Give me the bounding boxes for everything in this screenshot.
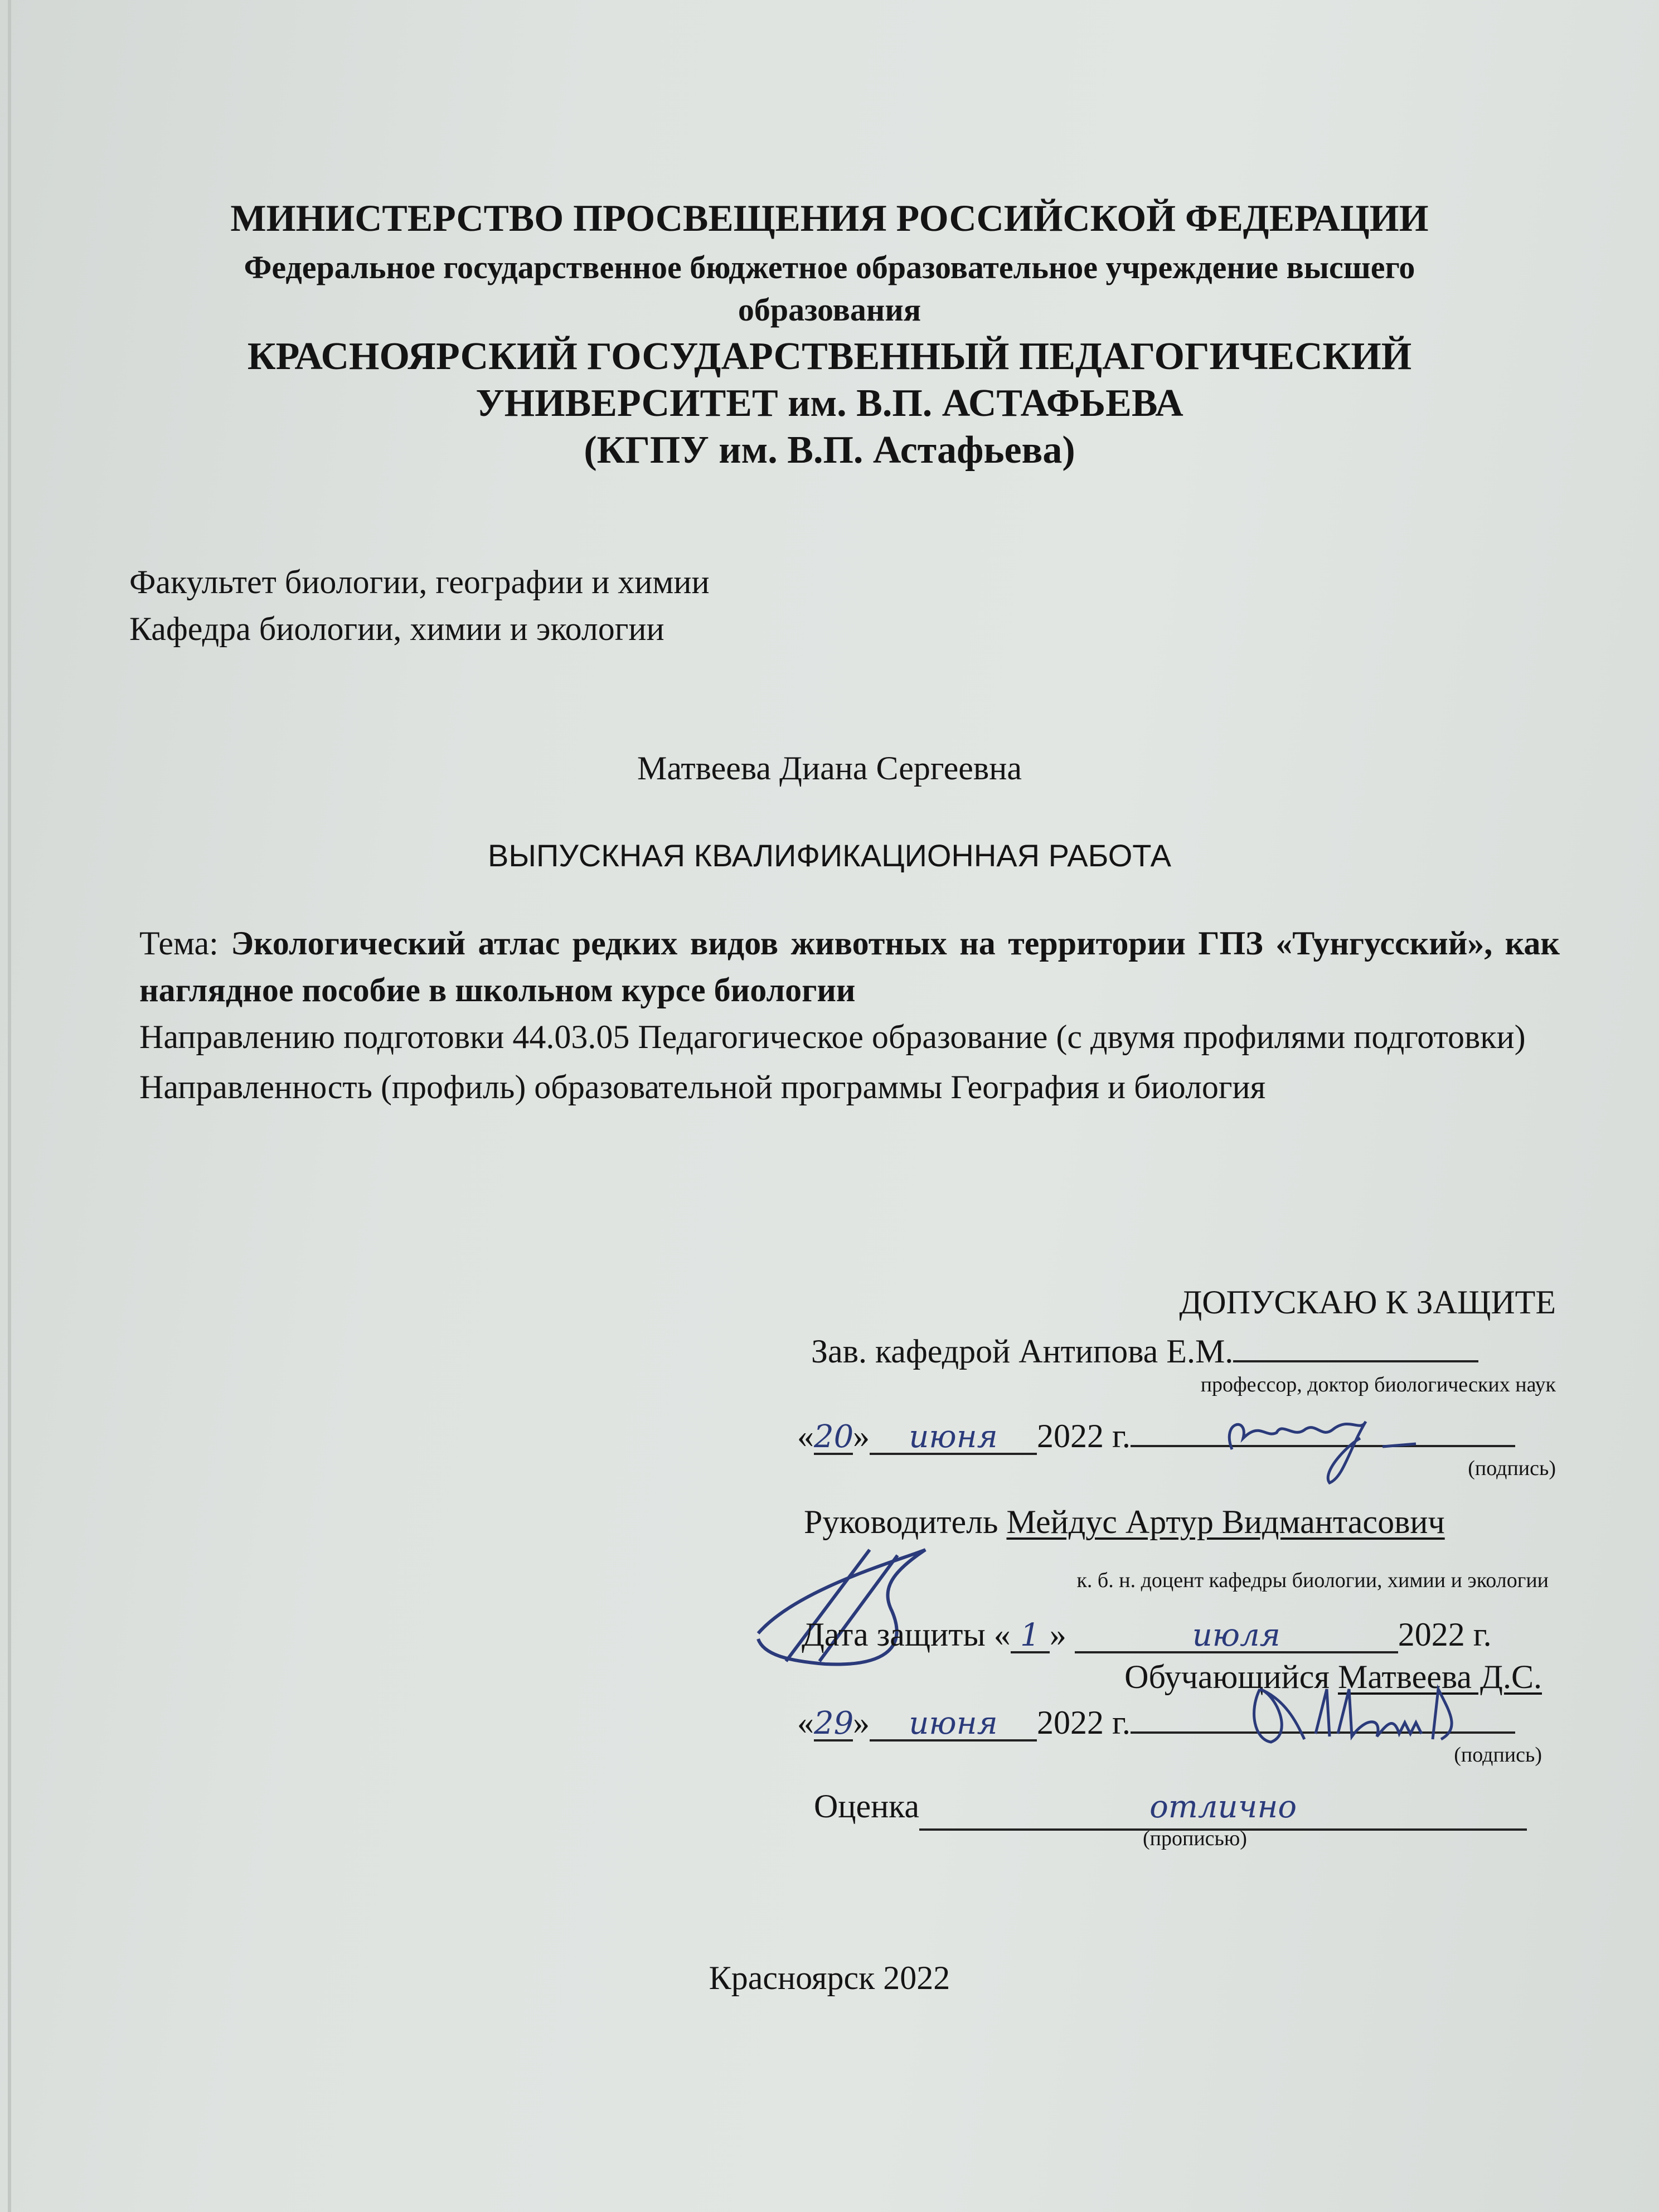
supervisor-row — [804, 1503, 1445, 1541]
head-date-row: «20» июня 2022 г. — [797, 1414, 1515, 1456]
work-type: ВЫПУСКНАЯ КВАЛИФИКАЦИОННАЯ РАБОТА — [488, 838, 1171, 873]
student-month: июня — [870, 1708, 1037, 1742]
grade-caption: (прописью) — [1143, 1827, 1247, 1850]
study-profile: Направленность (профиль) образовательной программы География и биология — [139, 1069, 1266, 1105]
student-day: 29 — [814, 1705, 854, 1742]
university-name: КРАСНОЯРСКИЙ ГОСУДАРСТВЕННЫЙ ПЕДАГОГИЧЕСКИЙ — [247, 335, 1412, 378]
head-row — [811, 1329, 1478, 1371]
department: Кафедра биологии, химии и экологии — [129, 610, 664, 647]
topic-title: Экологический атлас редких видов животных на территории ГПЗ «Тунгусский», как наглядное пособие в школьном курсе биологии — [139, 925, 1560, 1008]
city-year: Красноярск 2022 — [709, 1959, 950, 1996]
head-month: июня — [870, 1422, 1037, 1455]
study-direction: Направлению подготовки 44.03.05 Педагогическое образование (с двумя профилями подготовки) — [139, 1018, 1526, 1055]
head-signature — [1215, 1399, 1449, 1494]
institution-type: Федеральное государственное бюджетное образовательное учреждение высшего — [244, 249, 1415, 285]
student-signature-caption: (подпись) — [1454, 1743, 1542, 1767]
topic-block — [139, 920, 1560, 1110]
grade-label: Оценка — [814, 1788, 920, 1825]
grade-value: отлично — [919, 1796, 1527, 1831]
page-edge — [8, 0, 11, 2212]
approval-heading: ДОПУСКАЮ К ЗАЩИТЕ — [1179, 1284, 1556, 1321]
head-label: Зав. кафедрой Антипова Е.М. — [811, 1333, 1234, 1370]
defense-day: 1 — [1011, 1620, 1050, 1653]
head-day: 20 — [814, 1419, 854, 1455]
university-name-cont: УНИВЕРСИТЕТ им. В.П. АСТАФЬЕВА — [476, 382, 1183, 425]
student-signature — [1238, 1678, 1472, 1750]
head-title: профессор, доктор биологических наук — [1200, 1373, 1556, 1396]
institution-type-cont: образования — [738, 292, 921, 328]
supervisor-label: Руководитель — [804, 1503, 1007, 1540]
student-date-row: «29» июня 2022 г. — [797, 1700, 1515, 1742]
student-label: Обучающийся — [1124, 1658, 1338, 1695]
student-year: 2022 г. — [1037, 1704, 1131, 1741]
head-blank — [1233, 1329, 1478, 1362]
grade-row — [814, 1787, 1527, 1831]
defense-month: июля — [1075, 1620, 1398, 1653]
topic-label: Тема: — [139, 925, 231, 962]
faculty: Факультет биологии, географии и химии — [129, 564, 710, 600]
university-short-name: (КГПУ им. В.П. Астафьева) — [584, 429, 1075, 472]
student-name: Матвеева Д.С. — [1337, 1658, 1542, 1695]
head-signature-caption: (подпись) — [1468, 1457, 1556, 1480]
ministry-title: МИНИСТЕРСТВО ПРОСВЕЩЕНИЯ РОССИЙСКОЙ ФЕДЕРАЦИИ — [230, 197, 1429, 239]
defense-year: 2022 г. — [1398, 1616, 1492, 1653]
author-name: Матвеева Диана Сергеевна — [637, 750, 1022, 787]
supervisor-title: к. б. н. доцент кафедры биологии, химии и экологии — [1076, 1569, 1549, 1592]
head-year: 2022 г. — [1037, 1418, 1131, 1454]
defense-date-row: Дата защиты « 1 » июля 2022 г. — [802, 1616, 1492, 1653]
supervisor-name: Мейдус Артур Видмантасович — [1006, 1503, 1445, 1540]
defense-label: Дата защиты « — [802, 1616, 1011, 1653]
